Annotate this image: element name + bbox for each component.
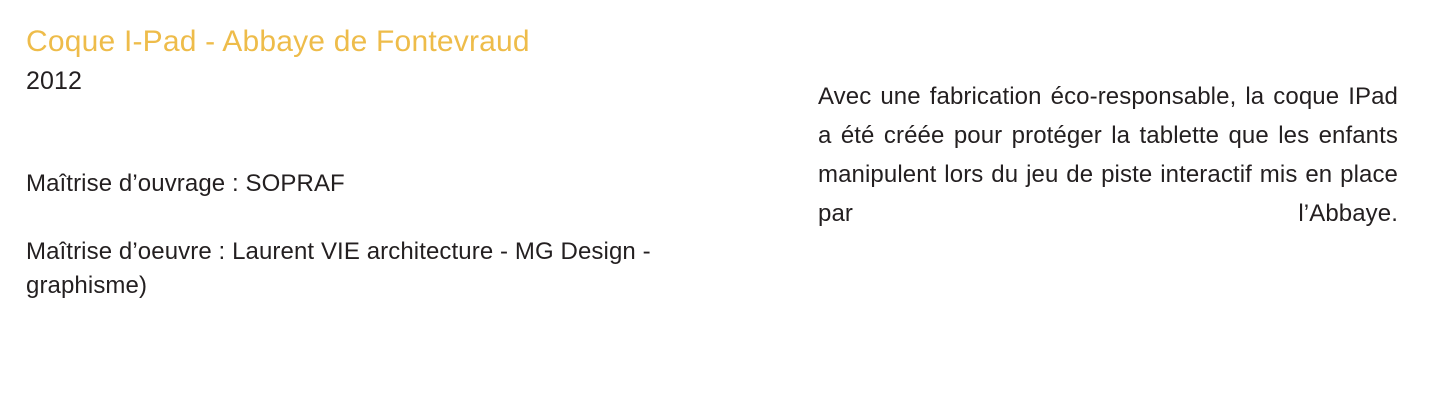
credit-architect: Maîtrise d’oeuvre : Laurent VIE architecture - MG Design - graphisme) xyxy=(26,238,651,300)
project-info-column xyxy=(26,24,766,303)
project-description: Avec une fabrication éco-responsable, la coque IPad a été créée pour protéger la tablette que les enfants manipulent lors du jeu de piste interactif mis en place par l’Abbaye. xyxy=(818,83,1398,227)
credit-owner: Maîtrise d’ouvrage : SOPRAF xyxy=(26,170,345,198)
credits-block xyxy=(26,167,766,303)
page-title: Coque I-Pad - Abbaye de Fontevraud xyxy=(26,25,530,58)
project-description-column xyxy=(818,78,1398,272)
project-year: 2012 xyxy=(26,66,83,95)
